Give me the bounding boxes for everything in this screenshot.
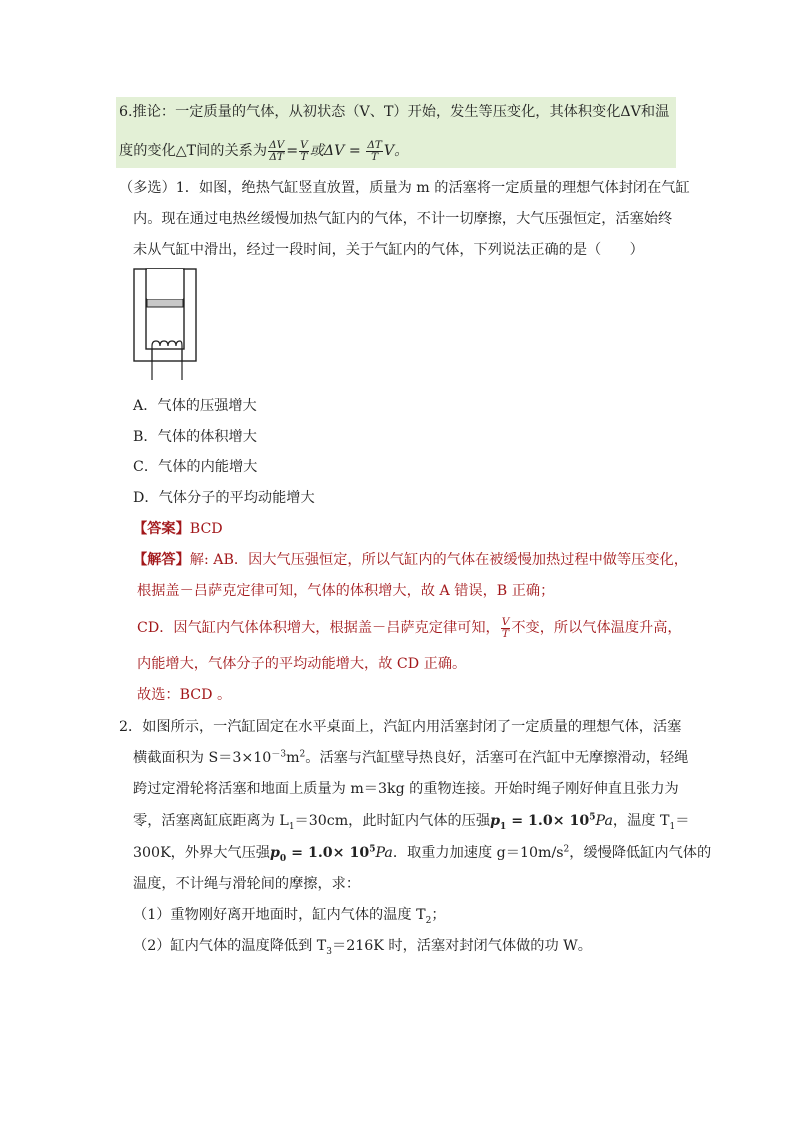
q1-analysis-line-2: 根据盖－吕萨克定律可知，气体的体积增大，故 A 错误，B 正确； xyxy=(137,583,555,599)
equals-sign: = xyxy=(286,143,299,159)
q2-text: ，缓慢降低缸内气体的 xyxy=(569,845,712,861)
q1-option-d: D．气体分子的平均动能增大 xyxy=(133,490,315,506)
q1-answer xyxy=(133,519,223,539)
q2-text: ＝30cm，此时缸内气体的压强 xyxy=(294,813,491,829)
q2-line-1: 2．如图所示，一汽缸固定在水平桌面上，汽缸内用活塞封闭了一定质量的理想气体，活塞 xyxy=(119,719,682,735)
pressure-value: = 1.0× 10 xyxy=(506,813,590,829)
q1-option-a: A．气体的压强增大 xyxy=(133,398,257,414)
pressure-unit: Pa xyxy=(595,813,613,829)
q2-text: （1）重物刚好离开地面时，缸内气体的温度 T xyxy=(133,907,426,923)
q2-text: ＝ xyxy=(675,813,690,829)
q2-exponent: 5 xyxy=(369,844,376,855)
q2-line-6: 温度，不计绳与滑轮间的摩擦，求： xyxy=(133,876,361,892)
q2-subscript: 1 xyxy=(669,821,676,832)
q2-subscript: 1 xyxy=(499,821,507,832)
pressure-symbol: p xyxy=(270,845,280,861)
or-text: 或ΔV = xyxy=(309,143,366,159)
q2-exponent: 2 xyxy=(299,749,306,760)
inference-text: 度的变化△T间的关系为 xyxy=(119,143,268,159)
inference-tail: V。 xyxy=(383,143,409,159)
q2-subscript: 1 xyxy=(288,821,295,832)
q2-exponent: 5 xyxy=(589,812,596,823)
q2-line-4 xyxy=(133,811,689,831)
q2-subscript: 3 xyxy=(326,946,332,957)
q2-line-3: 跨过定滑轮将活塞和地面上质量为 m＝3kg 的重物连接。开始时绳子刚好伸直且张力为 xyxy=(133,781,679,797)
pressure-unit: Pa xyxy=(375,845,393,861)
fraction-dv-dt: $\frac{\Delta V}{\Delta T}$ xyxy=(269,138,285,163)
q1-analysis-line-1 xyxy=(133,550,688,570)
fraction-v-over-t: $\frac{V}{T}$ xyxy=(501,615,510,640)
q2-subquestion-1 xyxy=(133,905,446,925)
q2-text: ．取重力加速度 g＝10m/s xyxy=(392,845,564,861)
q2-text: （2）缸内气体的温度降低到 T xyxy=(133,938,327,954)
q2-subquestion-2 xyxy=(133,936,592,956)
inference-line-2 xyxy=(119,138,408,164)
q2-subscript: 0 xyxy=(279,853,287,864)
cylinder-top-opening xyxy=(147,269,183,299)
q1-stem-line-2: 内。现在通过电热丝缓慢加热气缸内的气体，不计一切摩擦，大气压强恒定，活塞始终 xyxy=(133,211,673,227)
fraction-dt-t: $\frac{\Delta T}{T}$ xyxy=(367,138,382,163)
pressure-symbol: p xyxy=(490,813,500,829)
cylinder-diagram xyxy=(133,268,203,382)
fraction-v-t: $\frac{V}{T}$ xyxy=(300,138,308,163)
q2-text: 。活塞与汽缸壁导热良好，活塞可在汽缸中无摩擦滑动，轻绳 xyxy=(305,750,689,766)
q2-exponent: －3 xyxy=(271,749,287,760)
q2-text: 300K，外界大气压强 xyxy=(133,845,270,861)
analysis-tag: 【解答】 xyxy=(133,552,190,568)
analysis-text: CD．因气缸内气体体积增大，根据盖－吕萨克定律可知， xyxy=(137,620,500,636)
q2-text: 横截面积为 S＝3×10 xyxy=(133,750,272,766)
inference-line-1: 6.推论：一定质量的气体，从初状态（V、T）开始，发生等压变化，其体积变化ΔV和温 xyxy=(119,104,670,120)
answer-tag: 【答案】 xyxy=(133,521,190,537)
q2-exponent: 2 xyxy=(563,844,570,855)
q2-line-5 xyxy=(133,843,711,863)
q1-option-c: C．气体的内能增大 xyxy=(133,459,258,475)
analysis-text: 不变，所以气体温度升高， xyxy=(511,620,682,636)
q1-conclusion: 故选：BCD 。 xyxy=(137,687,232,703)
q2-text: 零，活塞离缸底距离为 L xyxy=(133,813,289,829)
q1-option-b: B．气体的体积增大 xyxy=(133,429,257,445)
piston xyxy=(147,299,183,307)
q1-analysis-line-3 xyxy=(137,615,682,641)
q1-stem-line-3: 未从气缸中滑出，经过一段时间，关于气缸内的气体，下列说法正确的是（ ） xyxy=(133,242,644,258)
q1-analysis-line-4: 内能增大，气体分子的平均动能增大，故 CD 正确。 xyxy=(137,656,467,672)
answer-value: BCD xyxy=(189,521,223,537)
pressure-value: = 1.0× 10 xyxy=(286,845,370,861)
q2-text: m xyxy=(286,750,300,766)
q2-text: ＝216K 时，活塞对封闭气体做的功 W。 xyxy=(332,938,592,954)
q2-line-2 xyxy=(133,748,688,768)
q2-text: ，温度 T xyxy=(612,813,670,829)
q1-stem-line-1: （多选）1．如图，绝热气缸竖直放置，质量为 m 的活塞将一定质量的理想气体封闭在气缸 xyxy=(119,180,690,196)
analysis-text: 解: AB．因大气压强恒定，所以气缸内的气体在被缓慢加热过程中做等压变化， xyxy=(189,552,688,568)
q2-text: ； xyxy=(431,907,446,923)
q2-subscript: 2 xyxy=(425,915,432,926)
